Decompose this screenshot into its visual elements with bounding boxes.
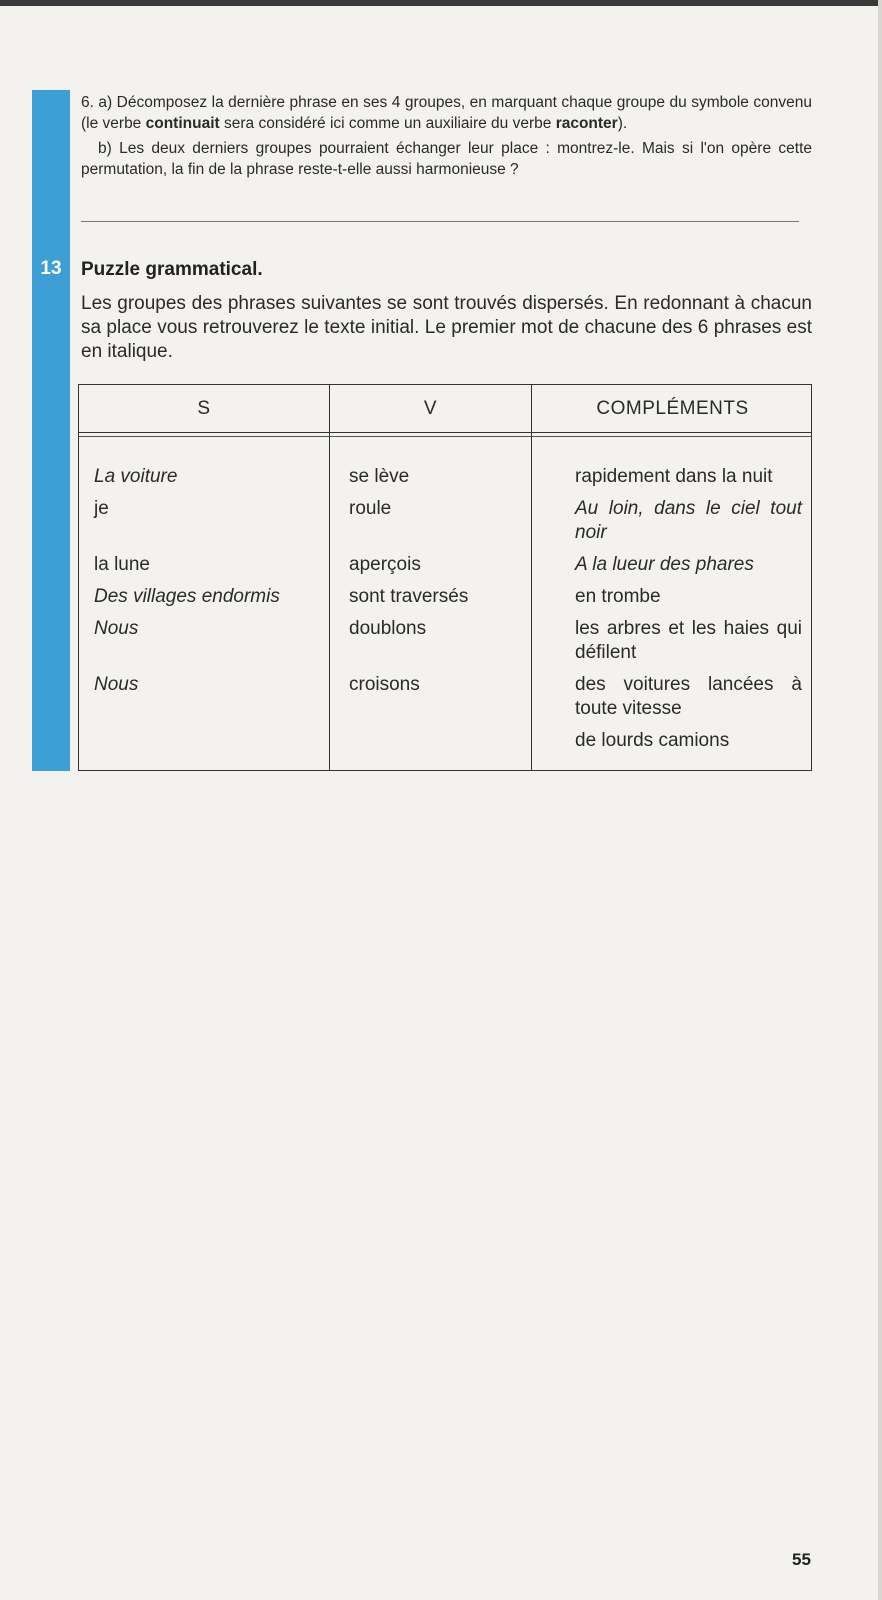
complement-cell: Au loin, dans le ciel tout noir xyxy=(575,498,802,543)
complement-cell: A la lueur des phares xyxy=(575,554,754,575)
bold-term-raconter: raconter xyxy=(555,115,618,132)
header-divider-second xyxy=(79,436,811,437)
subject-cell: La voiture xyxy=(94,466,178,487)
question-6b: b) Les deux derniers groupes pourraient échanger leur place : montrez-le. Mais si l'on opère cette permutation, la fin de la phrase reste-t-elle aussi harmonieuse ? xyxy=(81,140,812,178)
verb-cell: aperçois xyxy=(349,554,421,575)
verb-cell: sont traversés xyxy=(349,586,469,607)
question-6 xyxy=(81,92,812,180)
header-complements: COMPLÉMENTS xyxy=(596,398,749,419)
subject-cell: je xyxy=(94,498,109,519)
verb-cell: se lève xyxy=(349,466,410,487)
verb-cell: roule xyxy=(349,498,392,519)
complements-column xyxy=(575,465,802,753)
bold-term-continuait: continuait xyxy=(145,115,220,132)
page-top-edge xyxy=(0,0,882,6)
complement-cell: des voitures lancées à toute vitesse xyxy=(575,674,802,719)
header-subject: S xyxy=(197,398,211,419)
question-6a: 6. a) Décomposez la dernière phrase en ses 4 groupes, en marquant chaque groupe du symbole convenu (le verbe continuait sera considéré ici comme un auxiliaire du verbe raconter). xyxy=(81,94,812,132)
complement-cell: rapidement dans la nuit xyxy=(575,466,773,487)
header-divider xyxy=(79,432,811,433)
exercise-number: 13 xyxy=(40,258,62,279)
verb-cell: doublons xyxy=(349,618,427,639)
subject-cell: Nous xyxy=(94,618,139,639)
subject-column xyxy=(94,465,322,697)
section-divider xyxy=(81,221,799,222)
complement-cell: en trombe xyxy=(575,586,661,607)
complement-cell: de lourds camions xyxy=(575,730,730,751)
column-divider-2 xyxy=(531,385,532,770)
subject-cell: Nous xyxy=(94,674,139,695)
puzzle-table xyxy=(78,384,812,771)
column-divider-1 xyxy=(329,385,330,770)
exercise-title: Puzzle grammatical. xyxy=(81,259,263,280)
page-right-edge xyxy=(878,0,882,1600)
subject-cell: Des villages endormis xyxy=(94,586,280,607)
subject-cell: la lune xyxy=(94,554,150,575)
page-number: 55 xyxy=(792,1550,811,1569)
exercise-intro: Les groupes des phrases suivantes se sont trouvés dispersés. En redonnant à chacun sa place vous retrouverez le texte initial. Le premier mot de chacune des 6 phrases est en italique. xyxy=(81,293,812,362)
exercise-margin-bar xyxy=(32,90,70,771)
verb-cell: croisons xyxy=(349,674,420,695)
verb-column xyxy=(349,465,524,697)
header-verb: V xyxy=(423,398,438,419)
complement-cell: les arbres et les haies qui défilent xyxy=(575,618,802,663)
